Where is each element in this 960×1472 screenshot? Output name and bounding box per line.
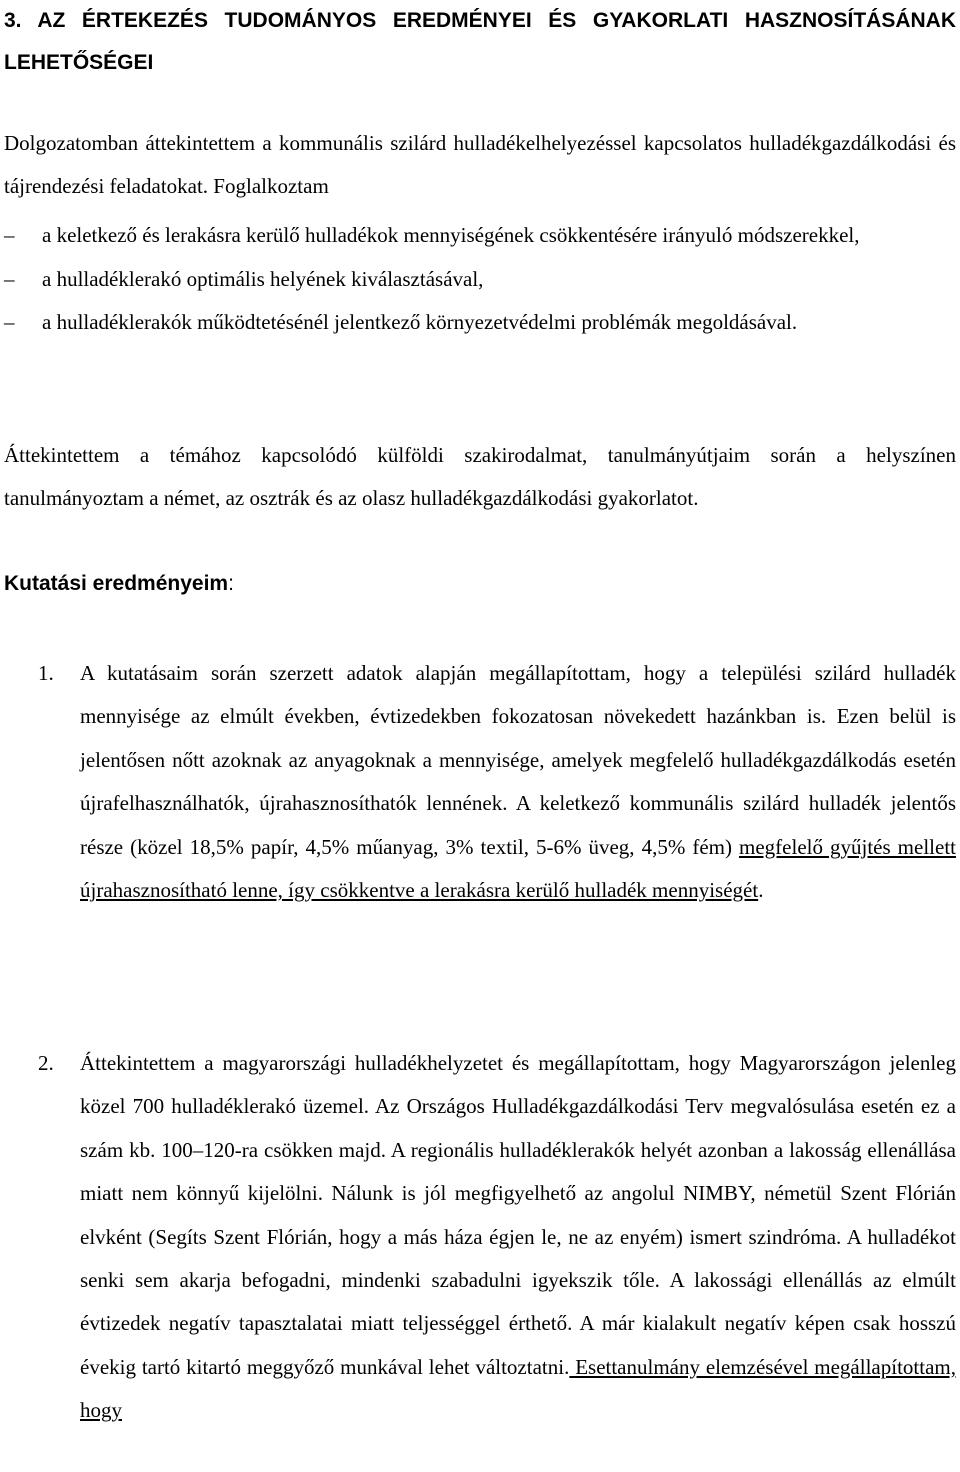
bullet-text: a keletkező és lerakásra kerülő hulladékok mennyiségének csökkentésére irányuló módszerekkel, [42, 223, 860, 247]
dash-bullet-icon: – [4, 310, 15, 334]
result-item-2 [4, 1042, 956, 1433]
bullet-list [4, 214, 956, 345]
review-paragraph: Áttekintettem a témához kapcsolódó külföldi szakirodalmat, tanulmányútjaim során a helyszínen tanulmányoztam a német, az osztrák és az olasz hulladékgazdálkodási gyakorlatot. [4, 443, 956, 510]
result-text [80, 1042, 956, 1433]
list-item [4, 301, 956, 345]
dash-bullet-icon: – [4, 223, 15, 247]
results-heading [4, 562, 234, 605]
result-underlined-text: Esettanulmány elemzésével megállapítottam, hogy [80, 1354, 956, 1423]
result-number: 1. [38, 661, 54, 685]
result-body-text: A kutatásaim során szerzett adatok alapján megállapítottam, hogy a települési szilárd hulladék mennyisége az elmúlt években, évtizedekben fokozatosan növekedett hazánkban is. Ezen belül is jelentősen nőtt azoknak az anyagoknak a mennyisége, amelyek megfelelő hulladékgazdálkodás esetén újrafelhasználhatók, újrahasznosíthatók lennének. A keletkező kommunális szilárd hulladék jelentős része (közel 18,5% papír, 4,5% műanyag, 3% textil, 5-6% üveg, 4,5% fém) [80, 661, 956, 859]
results-heading-colon: : [228, 572, 234, 595]
dash-bullet-icon: – [4, 266, 15, 291]
list-item [4, 258, 956, 302]
result-number: 2. [38, 1051, 54, 1075]
intro-paragraph: Dolgozatomban áttekintettem a kommunális szilárd hulladékelhelyezéssel kapcsolatos hulladékgazdálkodási és tájrendezési feladatokat. Foglalkoztam [4, 131, 956, 198]
result-text [80, 652, 956, 912]
result-tail-text: . [758, 878, 764, 903]
result-body-text: Áttekintettem a magyarországi hulladékhelyzetet és megállapítottam, hogy Magyarországon jelenleg közel 700 hulladéklerakó üzemel. Az Országos Hulladékgazdálkodási Terv megvalósulása esetén ez a szám kb. 100–120-ra csökken majd. A regionális hulladéklerakók helyét azonban a lakosság ellenállása miatt nem könnyű kijelölni. Nálunk is jól megfigyelhető az angolul NIMBY, németül Szent Flórián elvként (Segíts Szent Flórián, hogy a más háza égjen le, ne az enyém) ismert szindróma. A hulladékot senki sem akarja befogadni, mindenki szabadulni igyekszik tőle. A lakossági ellenállás az elmúlt évtizedek negatív tapasztalatai miatt teljességgel érthető. A már kialakult negatív képen csak hosszú évekig tartó kitartó meggyőző munkával lehet változtatni. [80, 1051, 956, 1379]
results-heading-text: Kutatási eredményeim [4, 572, 229, 595]
list-item [4, 214, 956, 258]
result-underlined-text: megfelelő gyűjtés mellett újrahasznosítható lenne, így csökkentve a lerakásra kerülő hulladék mennyiségét [80, 834, 956, 903]
bullet-text: a hulladéklerakók működtetésénél jelentkező környezetvédelmi problémák megoldásával. [42, 310, 798, 334]
section-heading: 3. AZ ÉRTEKEZÉS TUDOMÁNYOS EREDMÉNYEI ÉS GYAKORLATI HASZNOSÍTÁSÁNAK LEHETŐSÉGEI [4, 9, 956, 74]
bullet-text: a hulladéklerakó optimális helyének kiválasztásával, [42, 266, 484, 291]
result-item-1 [4, 652, 956, 912]
